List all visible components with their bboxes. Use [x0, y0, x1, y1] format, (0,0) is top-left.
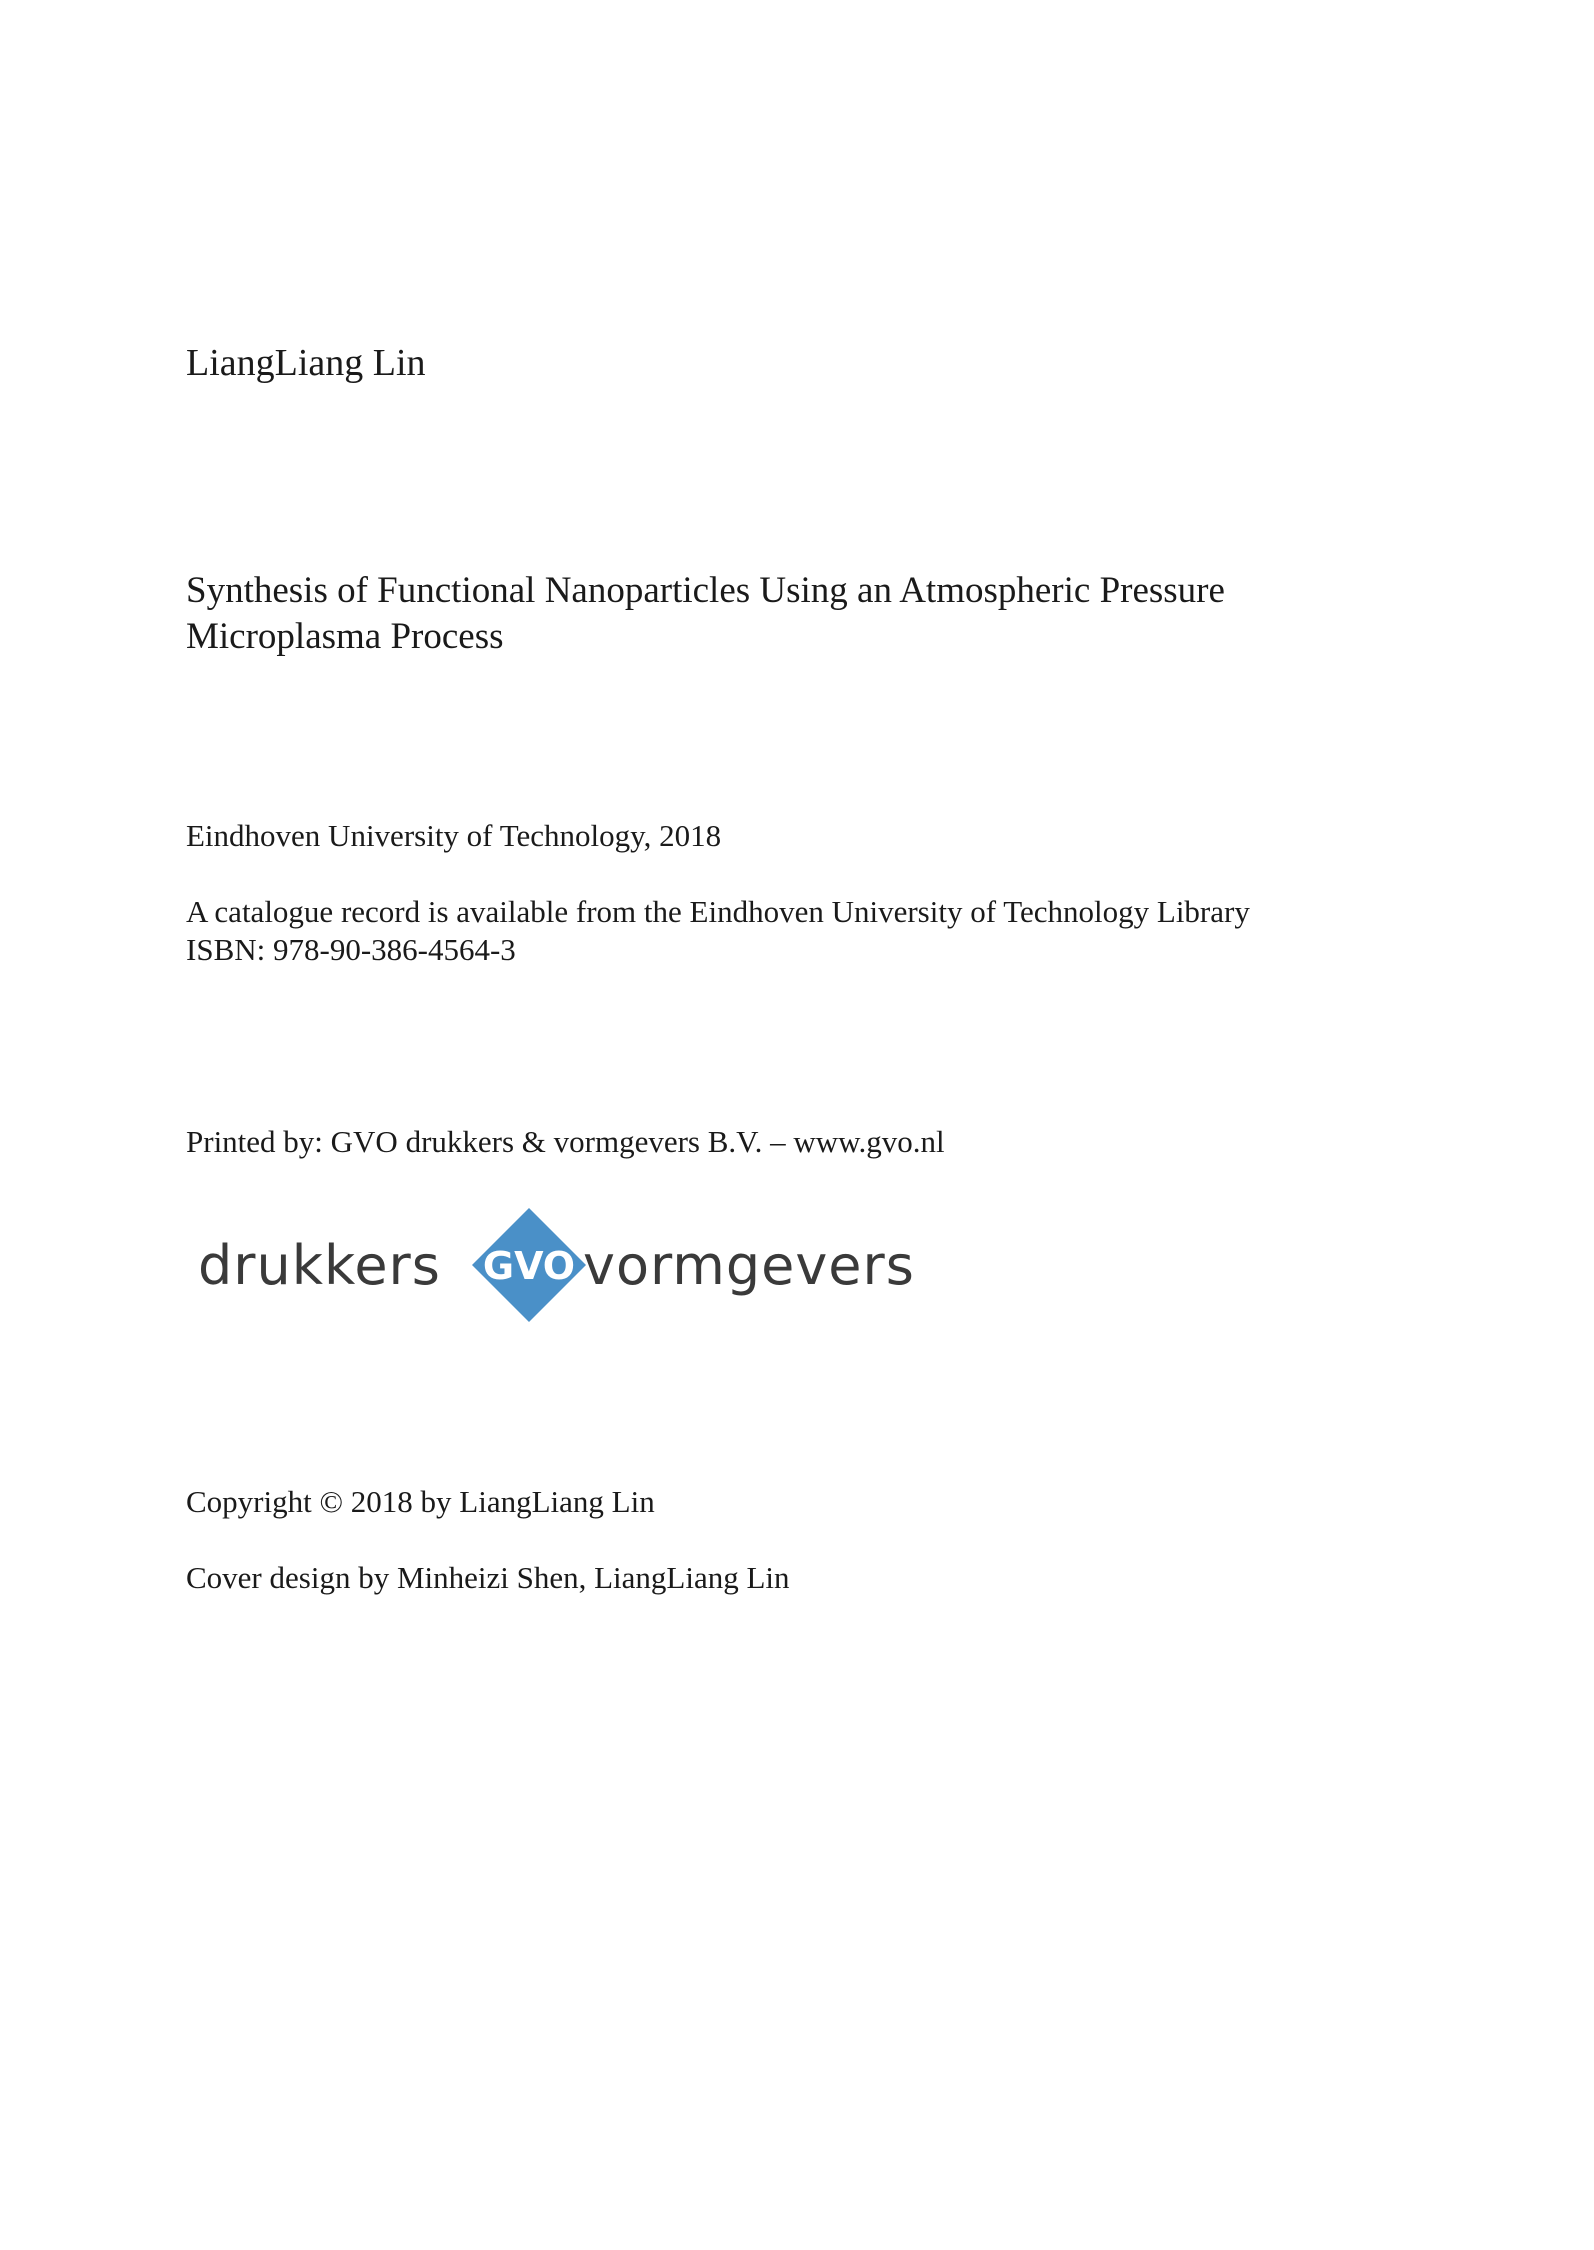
- author-name: LiangLiang Lin: [186, 342, 426, 384]
- thesis-title-line-2: Microplasma Process: [186, 616, 504, 657]
- institution-year: Eindhoven University of Technology, 2018: [186, 818, 722, 853]
- logo-right-word: vormgevers: [583, 1234, 915, 1297]
- catalogue-record: A catalogue record is available from the Eindhoven University of Technology Library: [186, 894, 1250, 929]
- gvo-logo: [198, 1200, 978, 1330]
- logo-gvo-text: GVO: [482, 1244, 576, 1288]
- logo-left-word: drukkers: [198, 1234, 441, 1297]
- cover-design-credit: Cover design by Minheizi Shen, LiangLiang Lin: [186, 1560, 790, 1595]
- copyright-notice: Copyright © 2018 by LiangLiang Lin: [186, 1484, 655, 1519]
- printed-by: Printed by: GVO drukkers & vormgevers B.V. – www.gvo.nl: [186, 1124, 945, 1159]
- thesis-title-line-1: Synthesis of Functional Nanoparticles Using an Atmospheric Pressure: [186, 570, 1225, 611]
- isbn: ISBN: 978-90-386-4564-3: [186, 932, 516, 967]
